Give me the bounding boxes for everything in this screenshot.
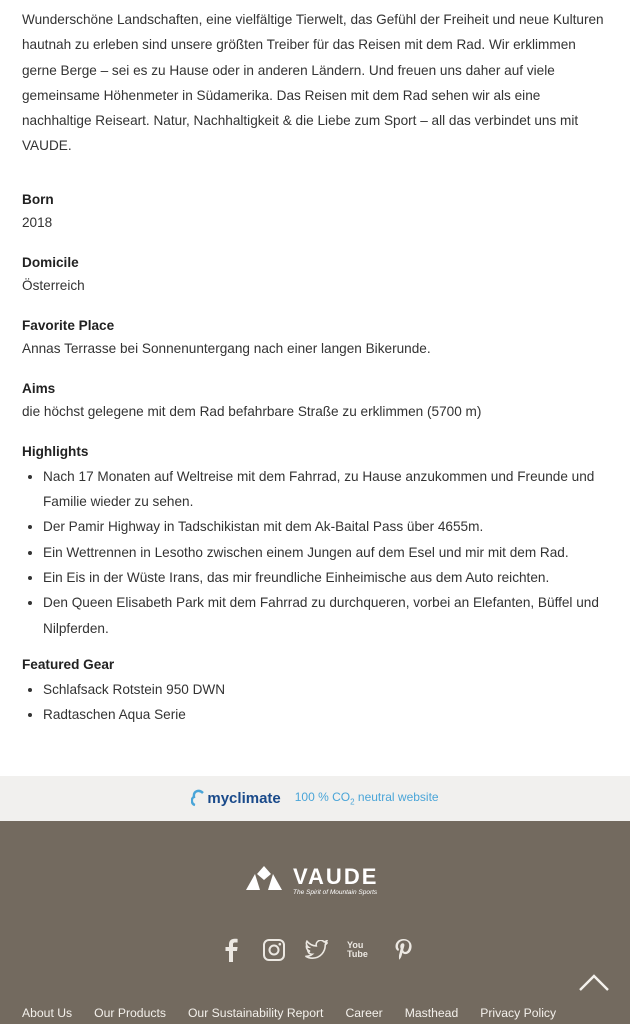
pinterest-icon[interactable]	[390, 937, 415, 962]
mountain-logo-icon	[246, 866, 282, 890]
intro-text: Wunderschöne Landschaften, eine vielfältige Tierwelt, das Gefühl der Freiheit und neue Kulturen hautnah zu erleben sind unsere größten Treiber für das Reisen mit dem Rad. Wir erklimmen gerne Berge – sei es zu Hause oder in anderen Ländern. Und freuen uns daher auf viele gemeinsame Höhenmeter in Südamerika. Das Reisen mit dem Rad sehen wir als eine nachhaltige Reiseart. Natur, Nachhaltigkeit & die Liebe zum Sport – all das verbindet uns mit VAUDE.	[22, 12, 604, 154]
domicile-section	[22, 254, 608, 296]
list-item: • Ein Wettrennen in Lesotho zwischen einem Jungen auf dem Esel und mir mit dem Rad.	[43, 540, 608, 565]
chevron-up-icon	[578, 972, 610, 994]
list-item: • Nach 17 Monaten auf Weltreise mit dem Fahrrad, zu Hause anzukommen und Freunde und Familie wieder zu sehen.	[43, 464, 608, 515]
favorite-place-section	[22, 317, 608, 359]
footer-link-masthead[interactable]: Masthead	[404, 1006, 459, 1020]
facebook-icon[interactable]	[218, 937, 243, 962]
list-item: • Der Pamir Highway in Tadschikistan mit dem Ak-Baital Pass über 4655m.	[43, 514, 608, 539]
myclimate-bar[interactable]	[0, 776, 630, 821]
favorite-place-value: Annas Terrasse bei Sonnenuntergang nach einer langen Bikerunde.	[22, 340, 431, 356]
highlights-list	[22, 464, 608, 641]
myclimate-logo-text: myclimate	[207, 790, 281, 807]
aims-label: Aims	[22, 380, 56, 396]
brand-name: VAUDE	[293, 864, 379, 889]
list-item: • Ein Eis in der Wüste Irans, das mir freundliche Einheimische aus dem Auto reichten.	[43, 565, 608, 590]
featured-gear-list	[22, 677, 608, 728]
footer-link-privacy-policy[interactable]: Privacy Policy	[480, 1006, 557, 1020]
instagram-icon[interactable]	[261, 937, 286, 962]
footer	[0, 821, 630, 1024]
cloud-icon	[191, 789, 207, 809]
youtube-icon[interactable]	[347, 937, 372, 962]
footer-link-career[interactable]: Career	[345, 1006, 383, 1020]
domicile-label: Domicile	[22, 254, 79, 270]
favorite-place-label: Favorite Place	[22, 317, 115, 333]
born-value: 2018	[22, 214, 53, 230]
footer-link-about-us[interactable]: About Us	[22, 1006, 73, 1020]
scroll-to-top-button[interactable]	[578, 972, 610, 994]
featured-gear-label: Featured Gear	[22, 656, 115, 672]
born-section	[22, 191, 608, 233]
featured-gear-section	[22, 656, 608, 728]
co2-suffix: neutral website	[354, 790, 439, 805]
aims-value: die höchst gelegene mit dem Rad befahrbare Straße zu erklimmen (5700 m)	[22, 403, 482, 419]
list-item[interactable]: • Schlafsack Rotstein 950 DWN	[43, 677, 608, 702]
brand-tagline: The Spirit of Mountain Sports	[293, 889, 378, 896]
highlights-label: Highlights	[22, 443, 89, 459]
born-label: Born	[22, 191, 54, 207]
social-links	[218, 937, 415, 962]
footer-link-sustainability-report[interactable]: Our Sustainability Report	[187, 1006, 324, 1020]
highlights-section	[22, 443, 608, 641]
footer-link-our-products[interactable]: Our Products	[94, 1006, 166, 1020]
twitter-icon[interactable]	[304, 937, 329, 962]
vaude-logo[interactable]	[246, 864, 396, 898]
co2-subscript: 2	[350, 797, 355, 807]
list-item[interactable]: • Radtaschen Aqua Serie	[43, 702, 608, 727]
footer-links	[22, 1006, 556, 1020]
co2-prefix: 100 % CO	[294, 790, 351, 805]
co2-neutral-text	[295, 790, 439, 806]
domicile-value: Österreich	[22, 277, 85, 293]
list-item: • Den Queen Elisabeth Park mit dem Fahrrad zu durchqueren, vorbei an Elefanten, Büffel und Nilpferden.	[43, 590, 608, 641]
myclimate-logo[interactable]	[191, 789, 280, 809]
aims-section	[22, 380, 608, 422]
youtube-text: You Tube	[347, 939, 368, 959]
